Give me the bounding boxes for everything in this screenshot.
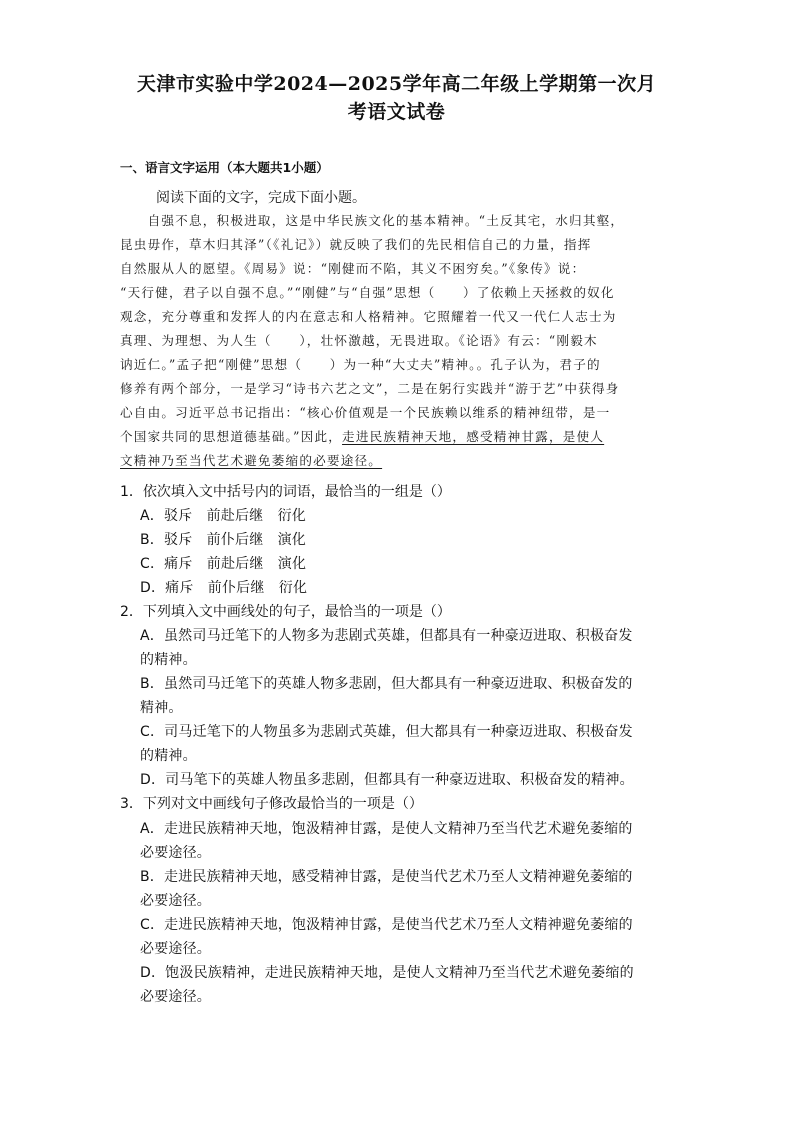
question-2-option-b-cont: 精神。 — [140, 700, 183, 716]
question-1-option-a: A．驳斥 前赴后继 衍化 — [140, 508, 306, 524]
question-3-stem: 3．下列对文中画线句子修改最恰当的一项是（） — [120, 796, 423, 812]
question-3-option-c-cont: 必要途径。 — [140, 941, 211, 957]
passage-line: “天行健，君子以自强不息。”“刚健”与“自强”思想（ ）了依赖上天拯救的奴化 — [120, 285, 615, 300]
question-3-option-d: D．饱汲民族精神，走进民族精神天地，是使人文精神乃至当代艺术避免萎缩的 — [140, 965, 634, 981]
section-heading: 一、语言文字运用（本大题共1小题） — [120, 160, 329, 175]
passage-line — [120, 450, 668, 472]
exam-title-line2: 考语文试卷 — [347, 101, 446, 123]
passage-line: 真理、为理想、为人生（ ），壮怀激越，无畏进取。《论语》有云：“刚毅木 — [120, 333, 598, 348]
exam-title-line1: 天津市实验中学2024—2025学年高二年级上学期第一次月 — [136, 73, 657, 95]
question-3-option-d-cont: 必要途径。 — [140, 989, 211, 1005]
passage-text: 个国家共同的思想道德基础。”因此， — [120, 429, 343, 444]
question-3-option-a: A．走进民族精神天地，饱汲精神甘露，是使人文精神乃至当代艺术避免萎缩的 — [140, 821, 633, 837]
underlined-sentence: 文精神乃至当代艺术避免萎缩的必要途径。 — [120, 453, 383, 468]
reading-instruction: 阅读下面的文字，完成下面小题。 — [156, 190, 366, 206]
question-2-stem: 2．下列填入文中画线处的句子，最恰当的一项是（） — [120, 604, 451, 620]
question-3-option-a-cont: 必要途径。 — [140, 845, 211, 861]
question-1-option-b: B．驳斥 前仆后继 演化 — [140, 532, 307, 548]
question-2-option-d: D．司马笔下的英雄人物虽多悲剧，但都具有一种豪迈进取、积极奋发的精神。 — [140, 772, 634, 788]
question-2-option-b: B．虽然司马迁笔下的英雄人物多悲剧，但大都具有一种豪迈进取、积极奋发的 — [140, 676, 633, 692]
question-2-option-a: A．虽然司马迁笔下的人物多为悲剧式英雄，但都具有一种豪迈进取、积极奋发 — [140, 628, 633, 644]
underlined-sentence: 走进民族精神天地，感受精神甘露，是使人 — [342, 429, 605, 444]
question-3-option-b: B．走进民族精神天地，感受精神甘露，是使当代艺术乃至人文精神避免萎缩的 — [140, 869, 633, 885]
passage-line: 心自由。习近平总书记指出：“核心价值观是一个民族赖以维系的精神纽带，是一 — [120, 405, 611, 420]
passage-line: 自强不息，积极进取，这是中华民族文化的基本精神。“土反其宅，水归其壑， — [120, 213, 625, 228]
question-3-option-c: C．走进民族精神天地，饱汲精神甘露，是使当代艺术乃至人文精神避免萎缩的 — [140, 917, 633, 933]
question-2-option-c-cont: 的精神。 — [140, 748, 197, 764]
question-1-option-d: D．痛斥 前仆后继 衍化 — [140, 580, 308, 596]
question-2-option-c: C．司马迁笔下的人物虽多为悲剧式英雄，但大都具有一种豪迈进取、积极奋发 — [140, 724, 633, 740]
question-1-stem: 1．依次填入文中括号内的词语，最恰当的一组是（） — [120, 484, 451, 500]
question-1-option-c: C．痛斥 前赴后继 演化 — [140, 556, 307, 572]
passage-line: 昆虫毋作，草木归其泽”（《礼记》）就反映了我们的先民相信自己的力量，指挥 — [120, 237, 592, 252]
passage-line: 修养有两个部分，一是学习“诗书六艺之文”，二是在躬行实践并“游于艺”中获得身 — [120, 381, 620, 396]
passage-line: 讷近仁。”孟子把“刚健”思想（ ）为一种“大丈夫”精神。。孔子认为，君子的 — [120, 357, 601, 372]
question-2-option-a-cont: 的精神。 — [140, 652, 197, 668]
passage-line: 观念，充分尊重和发挥人的内在意志和人格精神。它照耀着一代又一代仁人志士为 — [120, 309, 617, 324]
passage-line — [120, 426, 668, 448]
question-3-option-b-cont: 必要途径。 — [140, 893, 211, 909]
passage-line: 自然服从人的愿望。《周易》说：“刚健而不陷，其义不困穷矣。”《象传》说： — [120, 261, 586, 276]
